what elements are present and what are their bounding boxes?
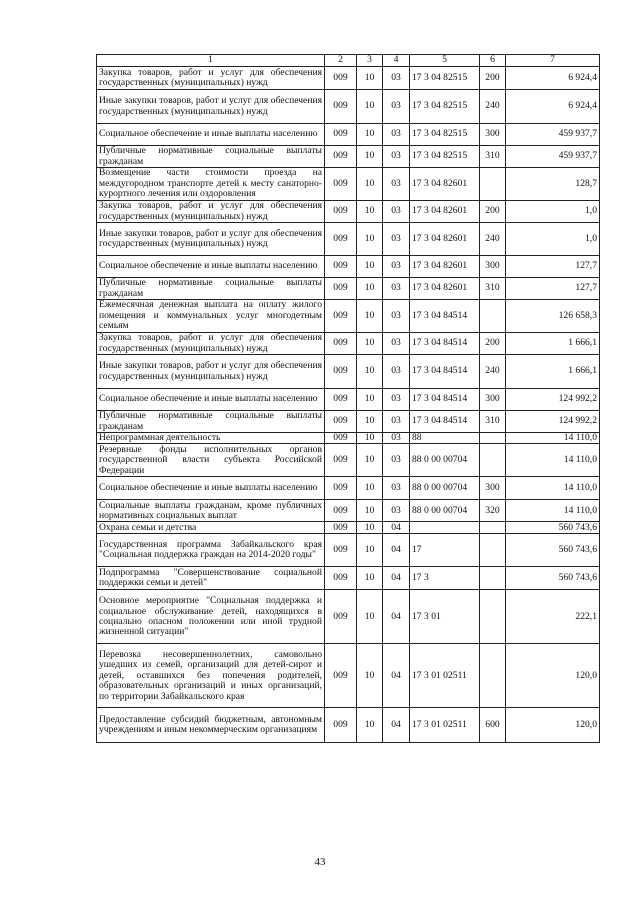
cell-grbs-code: 009 [325,567,357,590]
cell-grbs-code: 009 [325,477,357,500]
cell-target-article: 17 3 04 84514 [410,300,480,333]
cell-item-name: Резервные фонды исполнительных органов государственной власти субъекта Российской Федерации [97,444,325,477]
table-row [97,278,600,300]
table-row [97,411,600,433]
cell-amount: 1 666,1 [506,333,600,355]
cell-section-code: 10 [357,223,383,256]
cell-amount: 14 110,0 [506,477,600,500]
table-row [97,223,600,256]
cell-amount: 6 924,4 [506,67,600,90]
cell-target-article: 17 3 04 82601 [410,256,480,278]
cell-target-article: 17 3 01 02511 [410,644,480,708]
table-row [97,444,600,477]
cell-grbs-code: 009 [325,355,357,389]
cell-amount: 127,7 [506,278,600,300]
cell-target-article: 17 3 04 82601 [410,201,480,223]
cell-section-code: 10 [357,389,383,411]
cell-target-article: 88 0 00 00704 [410,477,480,500]
table-row [97,477,600,500]
cell-subsection-code: 03 [383,223,410,256]
cell-subsection-code: 04 [383,567,410,590]
cell-subsection-code: 03 [383,389,410,411]
cell-grbs-code: 009 [325,411,357,433]
cell-grbs-code: 009 [325,300,357,333]
cell-subsection-code: 03 [383,433,410,444]
cell-item-name: Перевозка несовершеннолетних, самовольно ушедших из семей, организаций для детей-сирот и детей, оставшихся без попечения родителей, образовательных организаций и иных организаций, по территории Забайкальского края [97,644,325,708]
cell-subsection-code: 03 [383,201,410,223]
cell-grbs-code: 009 [325,433,357,444]
table-row [97,124,600,146]
cell-subsection-code: 04 [383,590,410,644]
cell-item-name: Публичные нормативные социальные выплаты гражданам [97,278,325,300]
cell-amount: 1,0 [506,201,600,223]
table-row [97,201,600,223]
cell-item-name: Публичные нормативные социальные выплаты гражданам [97,411,325,433]
cell-section-code: 10 [357,168,383,201]
cell-grbs-code: 009 [325,67,357,90]
cell-grbs-code: 009 [325,278,357,300]
cell-target-article [410,522,480,534]
cell-grbs-code: 009 [325,333,357,355]
cell-subsection-code: 03 [383,278,410,300]
table-row [97,333,600,355]
cell-amount: 1,0 [506,223,600,256]
cell-section-code: 10 [357,534,383,567]
cell-item-name: Публичные нормативные социальные выплаты гражданам [97,146,325,168]
cell-target-article: 17 3 04 82515 [410,67,480,90]
cell-item-name: Иные закупки товаров, работ и услуг для обеспечения государственных (муниципальных) нужд [97,90,325,124]
cell-grbs-code: 009 [325,500,357,522]
cell-grbs-code: 009 [325,644,357,708]
cell-item-name: Социальное обеспечение и иные выплаты населению [97,389,325,411]
cell-grbs-code: 009 [325,256,357,278]
cell-item-name: Ежемесячная денежная выплата на оплату жилого помещения и коммунальных услуг многодетным семьям [97,300,325,333]
cell-subsection-code: 03 [383,168,410,201]
table-row [97,644,600,708]
cell-section-code: 10 [357,201,383,223]
cell-section-code: 10 [357,355,383,389]
cell-amount: 459 937,7 [506,124,600,146]
cell-amount: 560 743,6 [506,534,600,567]
table-row [97,256,600,278]
cell-subsection-code: 03 [383,333,410,355]
header-row [97,55,600,67]
cell-target-article: 17 3 04 82515 [410,124,480,146]
cell-subsection-code: 03 [383,355,410,389]
cell-section-code: 10 [357,146,383,168]
cell-item-name: Социальные выплаты гражданам, кроме публичных нормативных социальных выплат [97,500,325,522]
cell-amount: 459 937,7 [506,146,600,168]
table-row [97,90,600,124]
cell-subsection-code: 04 [383,644,410,708]
table-row [97,567,600,590]
cell-target-article: 17 3 04 82515 [410,90,480,124]
cell-expense-type: 300 [480,389,506,411]
cell-section-code: 10 [357,444,383,477]
table-row [97,389,600,411]
column-header-4: 4 [383,55,410,67]
cell-item-name: Закупка товаров, работ и услуг для обеспечения государственных (муниципальных) нужд [97,67,325,90]
cell-expense-type: 320 [480,500,506,522]
table-row [97,168,600,201]
cell-target-article: 17 3 04 84514 [410,389,480,411]
cell-target-article: 17 3 04 82601 [410,223,480,256]
cell-target-article: 17 3 [410,567,480,590]
table-row [97,146,600,168]
cell-target-article: 88 0 00 00704 [410,444,480,477]
cell-subsection-code: 03 [383,90,410,124]
cell-target-article: 88 [410,433,480,444]
cell-expense-type: 300 [480,256,506,278]
cell-target-article: 17 3 04 82515 [410,146,480,168]
cell-section-code: 10 [357,477,383,500]
cell-subsection-code: 03 [383,444,410,477]
cell-subsection-code: 03 [383,411,410,433]
cell-target-article: 17 [410,534,480,567]
cell-item-name: Охрана семьи и детства [97,522,325,534]
cell-expense-type: 240 [480,355,506,389]
cell-item-name: Иные закупки товаров, работ и услуг для обеспечения государственных (муниципальных) нужд [97,355,325,389]
cell-section-code: 10 [357,67,383,90]
cell-grbs-code: 009 [325,534,357,567]
cell-section-code: 10 [357,590,383,644]
cell-section-code: 10 [357,124,383,146]
column-header-3: 3 [357,55,383,67]
cell-target-article: 17 3 04 84514 [410,355,480,389]
cell-amount: 14 110,0 [506,500,600,522]
cell-item-name: Непрограммная деятельность [97,433,325,444]
cell-target-article: 17 3 04 82601 [410,278,480,300]
cell-grbs-code: 009 [325,389,357,411]
cell-item-name: Закупка товаров, работ и услуг для обеспечения государственных (муниципальных) нужд [97,333,325,355]
cell-target-article: 17 3 04 84514 [410,411,480,433]
cell-amount: 1 666,1 [506,355,600,389]
cell-item-name: Социальное обеспечение и иные выплаты населению [97,124,325,146]
cell-expense-type [480,168,506,201]
cell-expense-type [480,433,506,444]
cell-expense-type [480,567,506,590]
cell-item-name: Подпрограмма "Совершенствование социальной поддержки семьи и детей" [97,567,325,590]
cell-subsection-code: 03 [383,67,410,90]
table-row [97,522,600,534]
cell-item-name: Социальное обеспечение и иные выплаты населению [97,477,325,500]
cell-amount: 14 110,0 [506,433,600,444]
cell-item-name: Государственная программа Забайкальского края "Социальная поддержка граждан на 2014-2020 годы" [97,534,325,567]
cell-amount: 14 110,0 [506,444,600,477]
column-header-1: 1 [97,55,325,67]
cell-expense-type: 200 [480,333,506,355]
table-row [97,590,600,644]
cell-grbs-code: 009 [325,522,357,534]
cell-section-code: 10 [357,644,383,708]
cell-grbs-code: 009 [325,444,357,477]
cell-grbs-code: 009 [325,146,357,168]
cell-grbs-code: 009 [325,90,357,124]
cell-section-code: 10 [357,522,383,534]
cell-subsection-code: 03 [383,477,410,500]
cell-amount: 222,1 [506,590,600,644]
column-header-2: 2 [325,55,357,67]
cell-item-name: Возмещение части стоимости проезда на междугородном транспорте детей к месту санаторно-курортного лечения или оздоровления [97,168,325,201]
cell-expense-type [480,522,506,534]
cell-item-name: Основное мероприятие "Социальная поддержка и социальное обслуживание детей, находящихся в социально опасном положении или иной трудной жизненной ситуации" [97,590,325,644]
cell-section-code: 10 [357,278,383,300]
cell-expense-type: 600 [480,708,506,743]
cell-expense-type: 200 [480,201,506,223]
cell-item-name: Социальное обеспечение и иные выплаты населению [97,256,325,278]
table-body [97,67,600,743]
cell-section-code: 10 [357,567,383,590]
cell-section-code: 10 [357,433,383,444]
page-number: 43 [314,856,326,868]
column-header-5: 5 [410,55,480,67]
cell-grbs-code: 009 [325,708,357,743]
cell-grbs-code: 009 [325,223,357,256]
cell-amount: 560 743,6 [506,522,600,534]
cell-expense-type: 310 [480,146,506,168]
cell-amount: 6 924,4 [506,90,600,124]
cell-amount: 128,7 [506,168,600,201]
cell-item-name: Предоставление субсидий бюджетным, автономным учреждениям и иным некоммерческим организациям [97,708,325,743]
cell-section-code: 10 [357,708,383,743]
cell-subsection-code: 03 [383,300,410,333]
cell-subsection-code: 04 [383,522,410,534]
cell-grbs-code: 009 [325,201,357,223]
cell-expense-type: 240 [480,223,506,256]
cell-grbs-code: 009 [325,124,357,146]
cell-expense-type: 310 [480,411,506,433]
cell-target-article: 17 3 04 84514 [410,333,480,355]
cell-item-name: Закупка товаров, работ и услуг для обеспечения государственных (муниципальных) нужд [97,201,325,223]
cell-expense-type [480,644,506,708]
cell-section-code: 10 [357,500,383,522]
table-row [97,534,600,567]
budget-table [96,54,600,743]
cell-section-code: 10 [357,90,383,124]
cell-subsection-code: 03 [383,124,410,146]
cell-grbs-code: 009 [325,590,357,644]
cell-subsection-code: 04 [383,534,410,567]
cell-subsection-code: 03 [383,146,410,168]
cell-target-article: 88 0 00 00704 [410,500,480,522]
cell-expense-type [480,300,506,333]
cell-target-article: 17 3 01 02511 [410,708,480,743]
cell-expense-type: 310 [480,278,506,300]
cell-expense-type: 300 [480,477,506,500]
cell-amount: 126 658,3 [506,300,600,333]
cell-grbs-code: 009 [325,168,357,201]
cell-target-article: 17 3 04 82601 [410,168,480,201]
table-row [97,500,600,522]
cell-target-article: 17 3 01 [410,590,480,644]
cell-section-code: 10 [357,256,383,278]
cell-subsection-code: 03 [383,256,410,278]
table-row [97,300,600,333]
cell-item-name: Иные закупки товаров, работ и услуг для обеспечения государственных (муниципальных) нужд [97,223,325,256]
cell-amount: 560 743,6 [506,567,600,590]
cell-subsection-code: 03 [383,500,410,522]
cell-section-code: 10 [357,333,383,355]
cell-expense-type: 300 [480,124,506,146]
cell-expense-type [480,590,506,644]
cell-amount: 120,0 [506,708,600,743]
cell-amount: 127,7 [506,256,600,278]
column-header-6: 6 [480,55,506,67]
cell-section-code: 10 [357,411,383,433]
cell-section-code: 10 [357,300,383,333]
cell-expense-type: 200 [480,67,506,90]
table-row [97,708,600,743]
cell-expense-type [480,534,506,567]
table-row [97,67,600,90]
cell-expense-type [480,444,506,477]
cell-amount: 120,0 [506,644,600,708]
cell-subsection-code: 04 [383,708,410,743]
cell-expense-type: 240 [480,90,506,124]
table-row [97,355,600,389]
table-row [97,433,600,444]
column-header-7: 7 [506,55,600,67]
cell-amount: 124 992,2 [506,411,600,433]
cell-amount: 124 992,2 [506,389,600,411]
